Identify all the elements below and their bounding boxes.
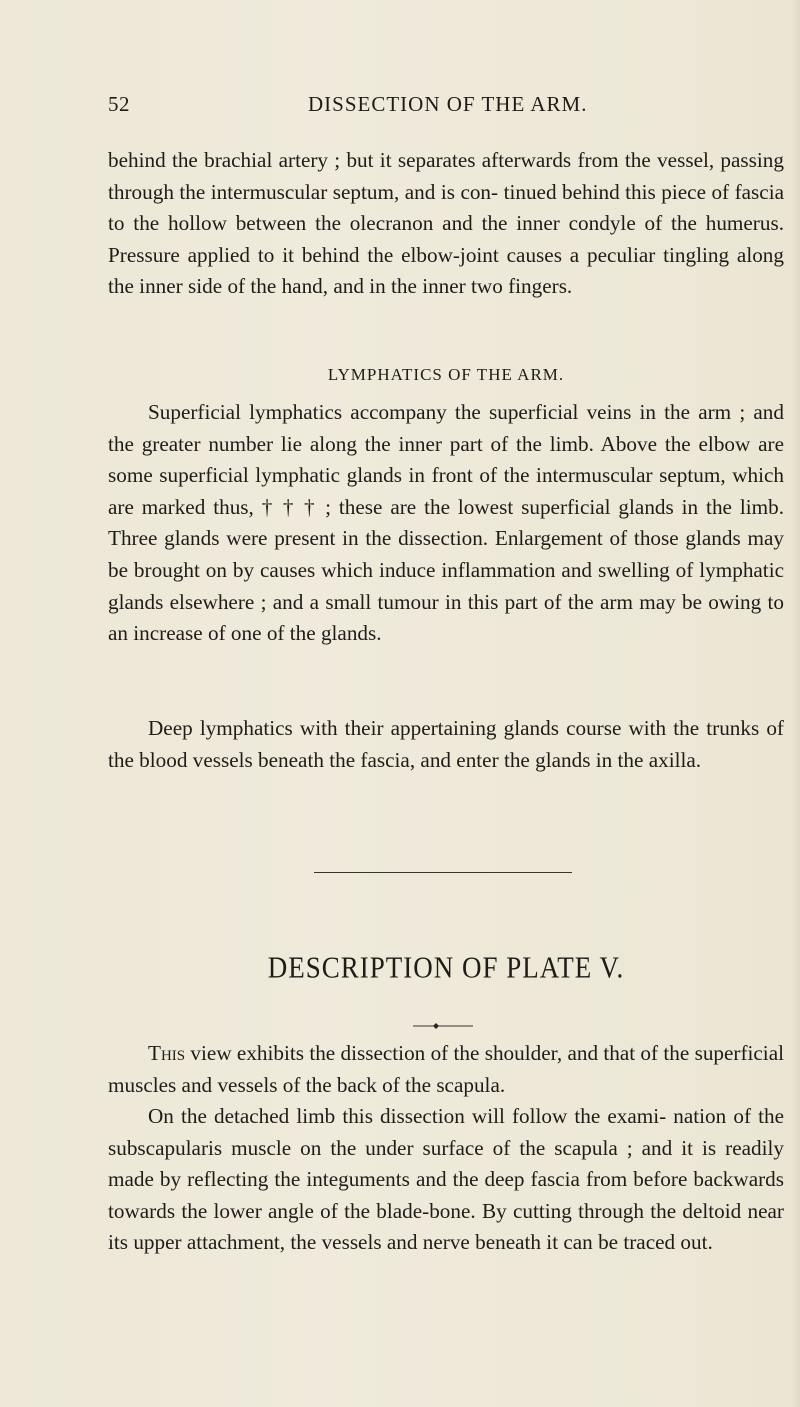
page-edge-shadow <box>790 0 800 1407</box>
section-heading-plate: DESCRIPTION OF PLATE V. <box>267 949 625 985</box>
paragraph-ulnar-nerve: behind the brachial artery ; but it separates afterwards from the vessel, passing through the intermuscular septum, and is con- tinued behind this piece of fascia to the hollow between the olecranon and the inner condyle of the humerus. Pressure applied to it behind the elbow-joint causes a peculiar tingling along the inner side of the hand, and in the inner two fingers. <box>108 148 784 299</box>
running-title: DISSECTION OF THE ARM. <box>308 92 588 116</box>
paragraph-superficial-lymphatics: Superficial lymphatics accompany the superficial veins in the arm ; and the greater number lie along the inner part of the limb. Above the elbow are some superficial lymphatic glands in front of the intermuscular septum, which are marked thus, † † † ; these are the lowest superficial glands in the limb. Three glands were present in the dissection. Enlargement of those glands may be brought on by causes which induce inflammation and swelling of lymphatic glands elsewhere ; and a small tumour in this part of the arm may be owing to an increase of one of the glands. <box>108 400 784 646</box>
paragraph-lead-word: This <box>148 1041 186 1065</box>
paragraph-detached-limb: On the detached limb this dissection will follow the exami- nation of the subscapularis muscle on the under surface of the scapula ; and it is readily made by reflecting the integuments and the deep fascia from before backwards towards the lower angle of the blade-bone. By cutting through the deltoid near its upper attachment, the vessels and nerve beneath it can be traced out. <box>108 1104 784 1255</box>
diamond-ornament-icon <box>413 1020 473 1032</box>
running-head <box>108 92 784 122</box>
section-heading-lymphatics: LYMPHATICS OF THE ARM. <box>327 365 565 384</box>
paragraph-plate-view <box>108 1038 784 1101</box>
page-number: 52 <box>108 92 130 116</box>
paragraph-plate-view-text: view exhibits the dissection of the shoulder, and that of the superficial muscles and vessels of the back of the scapula. <box>108 1041 784 1097</box>
paragraph-deep-lymphatics: Deep lymphatics with their appertaining glands course with the trunks of the blood vessels beneath the fascia, and enter the glands in the axilla. <box>108 716 784 772</box>
section-divider <box>314 872 572 873</box>
